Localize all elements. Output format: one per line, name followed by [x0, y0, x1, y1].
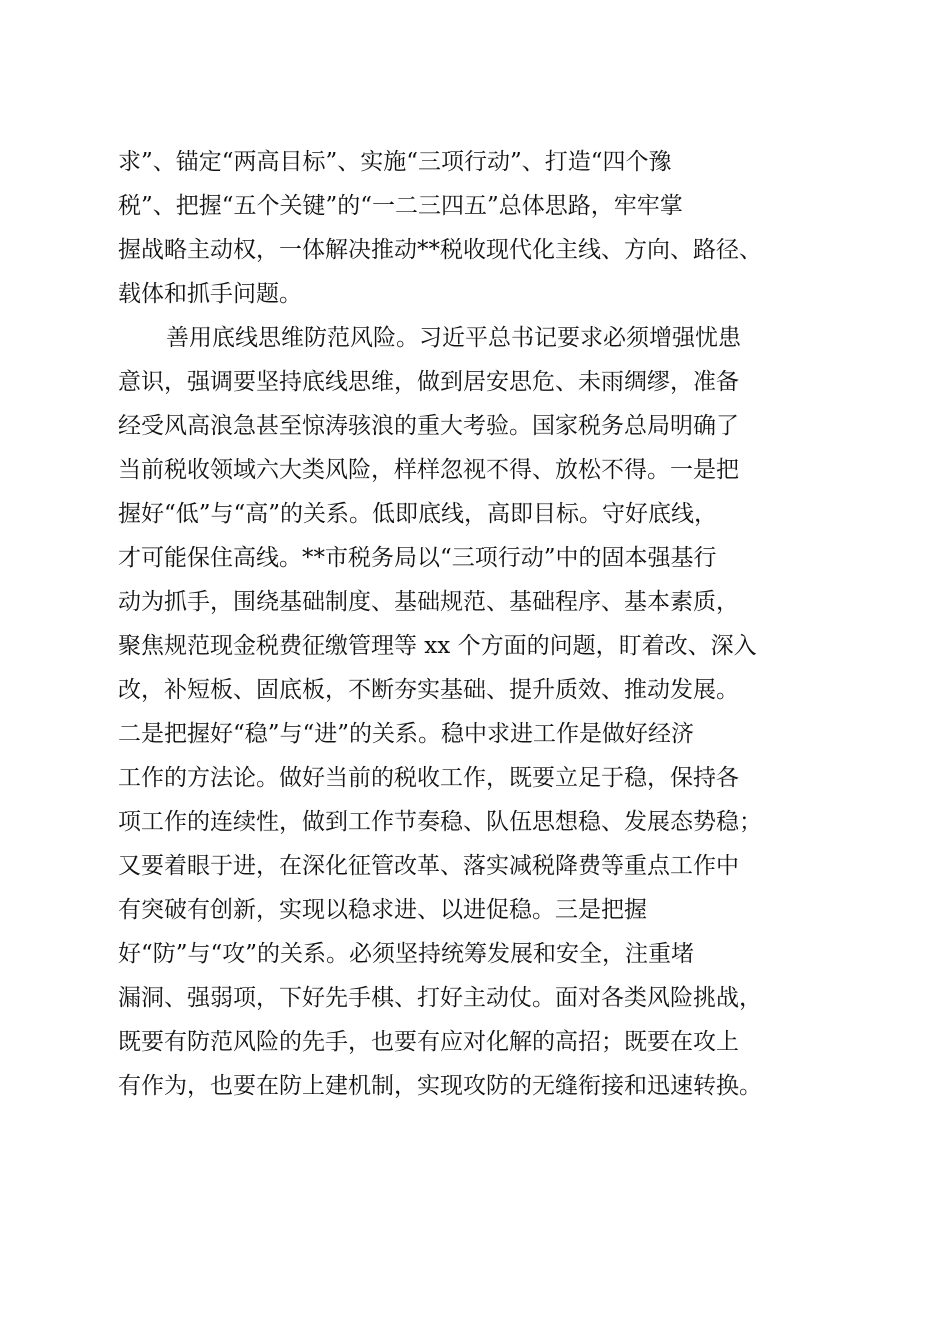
text-line: 漏洞、强弱项，下好先手棋、打好主动仗。面对各类风险挑战， — [118, 985, 762, 1011]
text-line: 意识，强调要坚持底线思维，做到居安思危、未雨绸缪，准备 — [118, 369, 739, 395]
text-line: 税”、把握“五个关键”的“一二三四五”总体思路，牢牢掌 — [118, 193, 683, 219]
text-line: 经受风高浪急甚至惊涛骇浪的重大考验。国家税务总局明确了 — [118, 413, 739, 439]
text-line: 又要着眼于进，在深化征管改革、落实减税降费等重点工作中 — [118, 853, 739, 879]
text-line: 工作的方法论。做好当前的税收工作，既要立足于稳，保持各 — [118, 765, 739, 791]
text-line: 好“防”与“攻”的关系。必须坚持统筹发展和安全，注重堵 — [118, 941, 695, 967]
body-text — [118, 140, 858, 1108]
text-line: 握好“低”与“高”的关系。低即底线，高即目标。守好底线， — [118, 501, 718, 527]
text-line: 握战略主动权，一体解决推动**税收现代化主线、方向、路径、 — [118, 237, 762, 263]
text-line: 载体和抓手问题。 — [118, 281, 302, 307]
text-line: 有突破有创新，实现以稳求进、以进促稳。三是把握 — [118, 897, 647, 923]
text-line: 改，补短板、固底板，不断夯实基础、提升质效、推动发展。 — [118, 677, 739, 703]
text-line: 才可能保住高线。**市税务局以“三项行动”中的固本强基行 — [118, 545, 717, 571]
text-line: 当前税收领域六大类风险，样样忽视不得、放松不得。一是把 — [118, 457, 739, 483]
text-line: 动为抓手，围绕基础制度、基础规范、基础程序、基本素质， — [118, 589, 739, 615]
paragraph-start-line: 善用底线思维防范风险。习近平总书记要求必须增强忧患 — [166, 325, 741, 351]
text-line: 求”、锚定“两高目标”、实施“三项行动”、打造“四个豫 — [118, 149, 672, 175]
text-line: 聚焦规范现金税费征缴管理等 xx 个方面的问题，盯着改、深入 — [118, 633, 757, 659]
text-line: 二是把握好“稳”与“进”的关系。稳中求进工作是做好经济 — [118, 721, 695, 747]
text-line: 既要有防范风险的先手，也要有应对化解的高招；既要在攻上 — [118, 1029, 739, 1055]
text-line: 项工作的连续性，做到工作节奏稳、队伍思想稳、发展态势稳； — [118, 809, 762, 835]
text-line: 有作为，也要在防上建机制，实现攻防的无缝衔接和迅速转换。 — [118, 1073, 762, 1099]
